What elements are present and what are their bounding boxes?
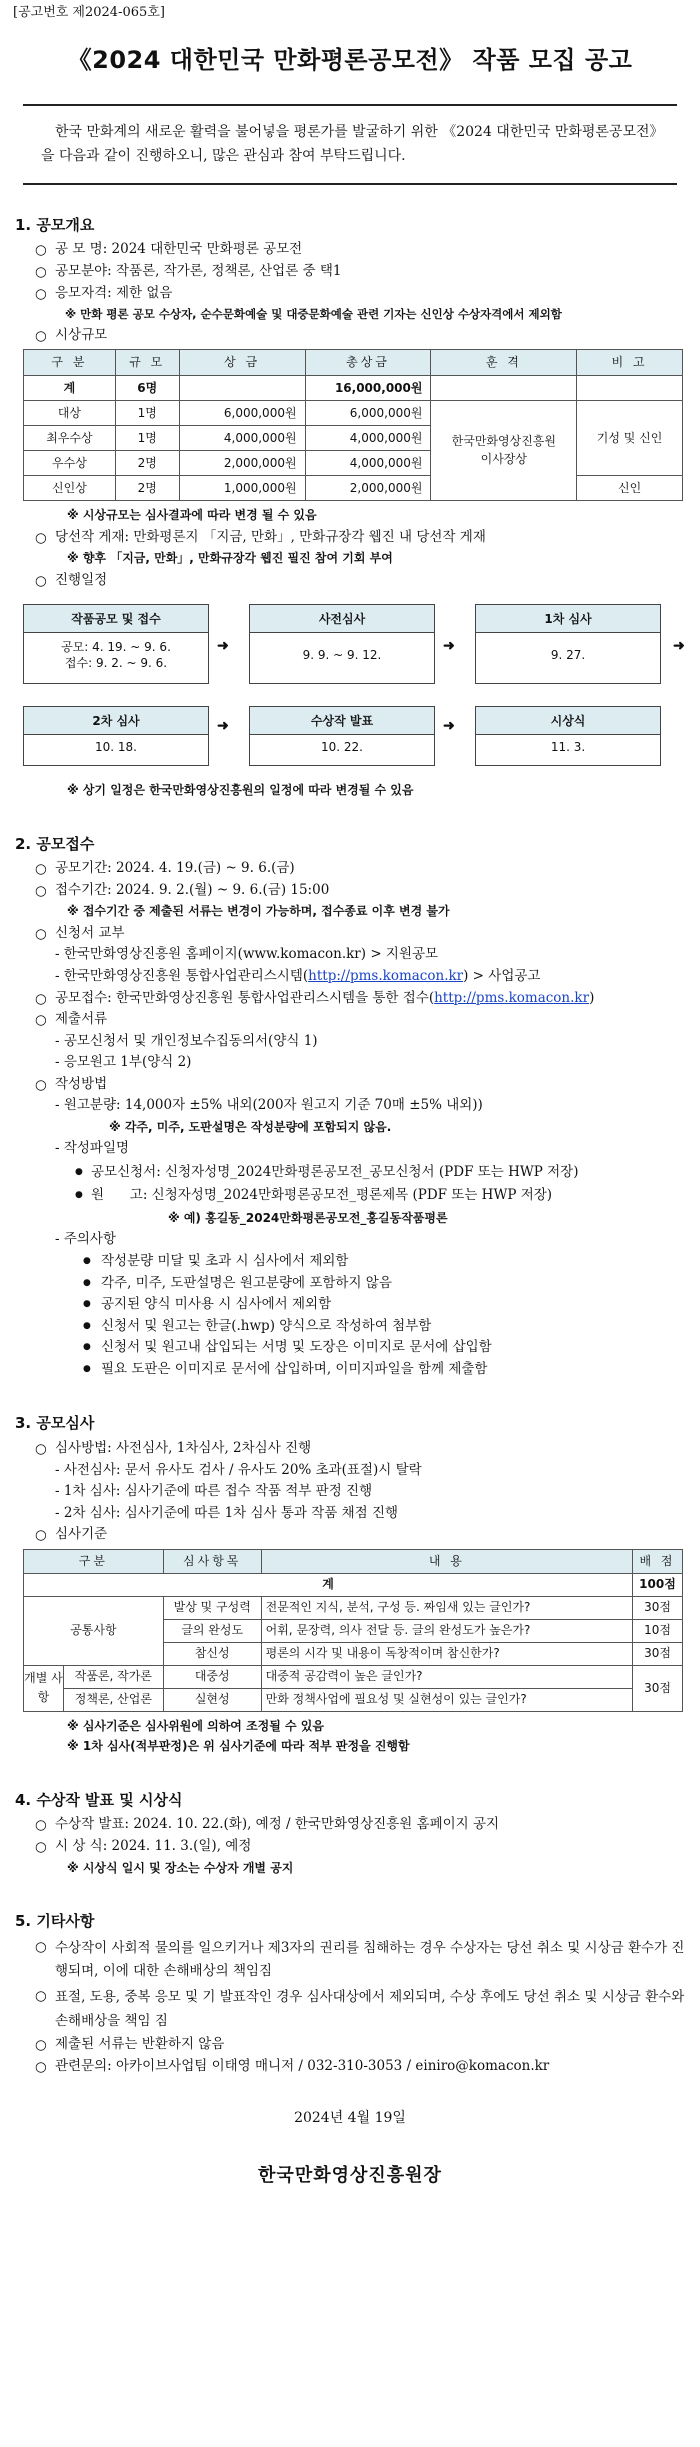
table-cell: 공통사항 — [24, 1596, 164, 1665]
step-date: 9. 9. ~ 9. 12. — [302, 648, 382, 663]
step-title: 작품공모 및 접수 — [24, 605, 208, 633]
list-item — [13, 528, 687, 548]
circle-bullet-icon: ○ — [35, 1527, 47, 1544]
dash-item: - 사전심사: 문서 유사도 검사 / 유사도 20% 초과(표절)시 탈락 — [55, 1461, 422, 1478]
section-misc — [13, 1911, 687, 2076]
item-text: 작성방법 — [55, 1075, 108, 1092]
circle-bullet-icon: ○ — [35, 1076, 47, 1093]
column-header: 상 금 — [179, 350, 305, 376]
list-item — [13, 989, 687, 1009]
item-text: 공모분야: 작품론, 작가론, 정책론, 산업론 중 택1 — [55, 262, 342, 279]
table-cell: 계 — [24, 376, 116, 401]
circle-bullet-icon: ○ — [35, 285, 47, 302]
table-cell: 개별 사항 — [24, 1665, 64, 1711]
item-text: 시 상 식: 2024. 11. 3.(일), 예정 — [55, 1838, 252, 1854]
table-cell: 16,000,000원 — [305, 376, 431, 401]
bullet-item: ● 각주, 미주, 도판설명은 원고분량에 포함하지 않음 — [83, 1274, 687, 1294]
list-item — [13, 924, 687, 944]
table-cell: 최우수상 — [24, 426, 116, 451]
table-cell: 2명 — [115, 451, 179, 476]
notice-number-text: [공고번호 제2024-065호] — [13, 5, 165, 20]
item-text: 신청서 교부 — [55, 924, 125, 941]
notice-number — [13, 4, 165, 23]
note: ※ 각주, 미주, 도판설명은 작성분량에 포함되지 않음. — [109, 1119, 392, 1134]
section-title: 3. 공모심사 — [15, 1414, 95, 1433]
table-cell: 30점 — [633, 1642, 683, 1665]
arrow-right-icon: ➜ — [217, 718, 229, 735]
table-cell: 2,000,000원 — [179, 451, 305, 476]
circle-bullet-icon: ○ — [35, 1441, 47, 1458]
bullet-item: ● 공지된 양식 미사용 시 심사에서 제외함 — [83, 1295, 687, 1315]
table-row — [24, 401, 683, 426]
step-date: 10. 22. — [321, 740, 363, 755]
pms-link[interactable]: http://pms.komacon.kr — [308, 968, 464, 984]
column-header: 내 용 — [261, 1549, 632, 1573]
notice-date: 2024년 4월 19일 — [294, 2110, 406, 2127]
circle-bullet-icon: ○ — [35, 263, 47, 280]
table-row — [24, 1665, 683, 1688]
note: ※ 접수기간 중 제출된 서류는 변경이 가능하며, 접수종료 이후 변경 불가 — [67, 904, 450, 919]
circle-bullet-icon: ○ — [35, 242, 47, 259]
dash-text: ) > 사업공고 — [463, 968, 541, 984]
dash-item: - 작성파일명 — [55, 1140, 130, 1157]
intro-paragraph: 한국 만화계의 새로운 활력을 불어넣을 평론가를 발굴하기 위한 《2024 대한민국 만화평론공모전》을 다음과 같이 진행하오니, 많은 관심과 참여 부탁드립니다. — [23, 104, 677, 185]
step-date: 공모: 4. 19. ~ 9. 6. — [61, 640, 171, 655]
list-item — [13, 1837, 687, 1857]
table-row — [24, 1596, 683, 1619]
honor-text: 한국만화영상진흥원 — [451, 434, 556, 449]
item-text: 진행일정 — [55, 571, 108, 588]
list-item — [13, 1937, 687, 1984]
table-header-row — [24, 1549, 683, 1573]
table-cell: 계 — [24, 1573, 633, 1596]
item-text: 공모기간: 2024. 4. 19.(금) ~ 9. 6.(금) — [55, 860, 295, 877]
table-cell: 대중성 — [163, 1665, 261, 1688]
table-cell: 기성 및 신인 — [577, 401, 683, 476]
table-cell: 전문적인 지식, 분석, 구성 등. 짜임새 있는 글인가? — [261, 1596, 632, 1619]
column-header: 구 분 — [24, 350, 116, 376]
table-cell: 6,000,000원 — [179, 401, 305, 426]
schedule-flow — [23, 596, 700, 796]
item-text: 표절, 도용, 중복 응모 및 기 발표작인 경우 심사대상에서 제외되며, 수상 후에도 당선 취소 및 시상금 환수와 손해배상을 책임 짐 — [55, 1988, 685, 2029]
table-cell: 1명 — [115, 426, 179, 451]
bullet-item: ● 신청서 및 원고내 삽입되는 서명 및 도장은 이미지로 문서에 삽입함 — [83, 1338, 687, 1358]
step-body — [250, 735, 434, 765]
table-cell: 6,000,000원 — [305, 401, 431, 426]
list-item — [13, 1986, 687, 2033]
section-title: 5. 기타사항 — [15, 1911, 95, 1930]
table-row — [24, 376, 683, 401]
page-title: 《2024 대한민국 만화평론공모전》 작품 모집 공고 — [67, 45, 633, 74]
table-cell: 4,000,000원 — [179, 426, 305, 451]
table-cell: 4,000,000원 — [305, 451, 431, 476]
dash-item: - 2차 심사: 심사기준에 따른 1차 심사 통과 작품 채점 진행 — [55, 1504, 399, 1521]
table-cell: 만화 정책사업에 필요성 및 실현성이 있는 글인가? — [261, 1688, 632, 1711]
list-item — [13, 881, 687, 901]
step-date: 10. 18. — [95, 740, 137, 755]
item-text: 심사기준 — [55, 1526, 108, 1543]
circle-bullet-icon: ○ — [35, 861, 47, 878]
table-cell: 30점 — [633, 1596, 683, 1619]
item-text — [55, 989, 687, 1009]
list-item — [13, 1010, 687, 1030]
table-cell — [577, 376, 683, 401]
schedule-step — [249, 706, 435, 766]
table-cell: 1명 — [115, 401, 179, 426]
table-cell: 대상 — [24, 401, 116, 426]
step-date: 9. 27. — [550, 648, 586, 663]
dash-item: - 원고분량: 14,000자 ±5% 내외(200자 원고지 기준 70매 ±5% 내외)) — [55, 1097, 483, 1114]
table-cell: 신인상 — [24, 476, 116, 501]
circle-bullet-icon: ○ — [35, 1987, 47, 2004]
dash-text: - 한국만화영상진흥원 통합사업관리스시템( — [55, 968, 309, 984]
note: ※ 시상식 일시 및 장소는 수상자 개별 공지 — [67, 1860, 294, 1875]
table-cell: 정책론, 산업론 — [63, 1688, 163, 1711]
circle-bullet-icon: ○ — [35, 1817, 47, 1834]
section-announcement — [13, 1790, 687, 1877]
circle-bullet-icon: ○ — [35, 2037, 47, 2054]
table-row — [24, 1688, 683, 1711]
list-item — [13, 262, 687, 282]
table-cell: 발상 및 구성력 — [163, 1596, 261, 1619]
step-body — [476, 633, 660, 683]
prize-table — [23, 349, 683, 501]
table-row — [24, 1573, 683, 1596]
circle-bullet-icon: ○ — [35, 572, 47, 589]
column-header: 구분 — [24, 1549, 164, 1573]
item-text: 당선작 게재: 만화평론지 「지금, 만화」, 만화규장각 웹진 내 당선작 게재 — [55, 528, 486, 545]
judging-criteria-table — [23, 1549, 683, 1712]
table-cell: 우수상 — [24, 451, 116, 476]
item-text: 시상규모 — [55, 326, 108, 343]
note: ※ 예) 홍길동_2024만화평론공모전_홍길동작품평론 — [168, 1211, 448, 1226]
table-cell: 참신성 — [163, 1642, 261, 1665]
table-cell: 실현성 — [163, 1688, 261, 1711]
circle-bullet-icon: ○ — [35, 327, 47, 344]
table-cell: 어휘, 문장력, 의사 전달 등. 글의 완성도가 높은가? — [261, 1619, 632, 1642]
circle-bullet-icon: ○ — [35, 925, 47, 942]
step-title: 1차 심사 — [476, 605, 660, 633]
note: ※ 1차 심사(적부판정)은 위 심사기준에 따라 적부 판정을 진행함 — [67, 1739, 410, 1754]
section-title: 2. 공모접수 — [15, 834, 95, 853]
dash-item — [55, 967, 687, 987]
note: ※ 심사기준은 심사위원에 의하여 조정될 수 있음 — [67, 1718, 324, 1733]
column-header: 훈 격 — [431, 350, 577, 376]
item-text: 관련문의: 아카이브사업팀 이태영 매니저 / 032-310-3053 / einiro@komacon.kr — [55, 2057, 550, 2074]
step-body — [24, 735, 208, 765]
dash-item: - 공모신청서 및 개인정보수집동의서(양식 1) — [55, 1032, 318, 1049]
honor-text: 이사장상 — [480, 451, 527, 466]
bullet-item: ● 필요 도판은 이미지로 문서에 삽입하며, 이미지파일을 함께 제출함 — [83, 1360, 687, 1380]
bullet-item: ● 공모신청서: 신청자성명_2024만화평론공모전_공모신청서 (PDF 또는 HWP 저장) — [75, 1163, 687, 1183]
item-text: 수상작 발표: 2024. 10. 22.(화), 예정 / 한국만화영상진흥원 홈페이지 공지 — [55, 1816, 500, 1833]
table-cell: 글의 완성도 — [163, 1619, 261, 1642]
schedule-step — [475, 706, 661, 766]
step-body — [250, 633, 434, 683]
table-header-row — [24, 350, 683, 376]
step-date: 접수: 9. 2. ~ 9. 6. — [64, 656, 168, 671]
pms-link[interactable]: http://pms.komacon.kr — [434, 989, 590, 1006]
dash-item: - 응모원고 1부(양식 2) — [55, 1054, 192, 1071]
item-text: 응모자격: 제한 없음 — [55, 284, 173, 301]
item-text: 제출서류 — [55, 1011, 108, 1028]
list-item — [13, 2035, 687, 2055]
note: ※ 만화 평론 공모 수상자, 순수문화예술 및 대중문화예술 관련 기자는 신인상 수상자격에서 제외함 — [65, 307, 562, 322]
column-header: 심사항목 — [163, 1549, 261, 1573]
arrow-right-icon: ➜ — [217, 638, 229, 655]
step-body — [24, 633, 208, 683]
table-cell — [431, 376, 577, 401]
list-item — [13, 1439, 687, 1459]
list-item — [13, 240, 687, 260]
schedule-step — [249, 604, 435, 684]
table-cell — [431, 401, 577, 501]
column-header: 규 모 — [115, 350, 179, 376]
table-cell: 2명 — [115, 476, 179, 501]
arrow-right-icon: ➜ — [673, 638, 685, 655]
table-cell: 4,000,000원 — [305, 426, 431, 451]
table-cell: 6명 — [115, 376, 179, 401]
list-item — [13, 1525, 687, 1545]
arrow-right-icon: ➜ — [443, 718, 455, 735]
table-cell: 신인 — [577, 476, 683, 501]
item-text: 접수기간: 2024. 9. 2.(월) ~ 9. 6.(금) 15:00 — [55, 881, 330, 898]
step-title: 사전심사 — [250, 605, 434, 633]
column-header: 배 점 — [633, 1549, 683, 1573]
step-body — [476, 735, 660, 765]
list-item — [13, 571, 687, 591]
circle-bullet-icon: ○ — [35, 1839, 47, 1855]
circle-bullet-icon: ○ — [35, 990, 47, 1007]
circle-bullet-icon: ○ — [35, 529, 47, 546]
item-text-part: ) — [589, 989, 595, 1006]
table-cell: 작품론, 작가론 — [63, 1665, 163, 1688]
step-title: 수상작 발표 — [250, 707, 434, 735]
list-item — [13, 1075, 687, 1095]
table-cell: 대중적 공감력이 높은 글인가? — [261, 1665, 632, 1688]
arrow-right-icon: ➜ — [443, 638, 455, 655]
table-row — [24, 476, 683, 501]
table-cell — [179, 376, 305, 401]
schedule-step — [23, 604, 209, 684]
item-text: 심사방법: 사전심사, 1차심사, 2차심사 진행 — [55, 1440, 312, 1457]
item-text: 제출된 서류는 반환하지 않음 — [55, 2036, 225, 2053]
column-header: 비 고 — [577, 350, 683, 376]
section-submission — [13, 834, 687, 1380]
table-cell: 평론의 시각 및 내용이 독창적이며 참신한가? — [261, 1642, 632, 1665]
bullet-item: ● 신청서 및 원고는 한글(.hwp) 양식으로 작성하여 첨부함 — [83, 1317, 687, 1337]
schedule-step — [475, 604, 661, 684]
bullet-item: ● 작성분량 미달 및 초과 시 심사에서 제외함 — [83, 1252, 687, 1272]
list-item — [13, 1815, 687, 1835]
circle-bullet-icon: ○ — [35, 882, 47, 899]
step-title: 2차 심사 — [24, 707, 208, 735]
circle-bullet-icon: ○ — [35, 2058, 47, 2075]
section-overview — [13, 215, 687, 800]
item-text: 수상작이 사회적 물의를 일으키거나 제3자의 권리를 침해하는 경우 수상자는 당선 취소 및 시상금 환수가 진행되며, 이에 대한 손해배상의 책임짐 — [55, 1939, 685, 1980]
dash-item: - 한국만화영상진흥원 홈페이지(www.komacon.kr) > 지원공모 — [55, 946, 439, 963]
list-item — [13, 859, 687, 879]
item-text-part: 공모접수: 한국만화영상진흥원 통합사업관리스시템을 통한 접수( — [55, 989, 435, 1006]
table-cell: 1,000,000원 — [179, 476, 305, 501]
section-title: 4. 수상작 발표 및 시상식 — [15, 1790, 183, 1809]
dash-item: - 주의사항 — [55, 1231, 117, 1248]
circle-bullet-icon: ○ — [35, 1012, 47, 1029]
step-title: 시상식 — [476, 707, 660, 735]
table-cell: 2,000,000원 — [305, 476, 431, 501]
note: ※ 향후 「지금, 만화」, 만화규장각 웹진 필진 참여 기회 부여 — [67, 551, 393, 566]
circle-bullet-icon: ○ — [35, 1938, 47, 1955]
table-cell: 30점 — [633, 1665, 683, 1711]
section-title: 1. 공모개요 — [15, 215, 95, 234]
list-item — [13, 326, 687, 346]
note: ※ 상기 일정은 한국만화영상진흥원의 일정에 따라 변경될 수 있음 — [67, 783, 414, 798]
list-item — [13, 284, 687, 304]
section-judging — [13, 1413, 687, 1755]
issuing-organization: 한국만화영상진흥원장 — [258, 2164, 442, 2186]
step-date: 11. 3. — [550, 740, 586, 755]
schedule-step — [23, 706, 209, 766]
column-header: 총상금 — [305, 350, 431, 376]
item-text: 공 모 명: 2024 대한민국 만화평론 공모전 — [55, 241, 303, 258]
dash-item: - 1차 심사: 심사기준에 따른 접수 작품 적부 판정 진행 — [55, 1483, 373, 1500]
bullet-item: ● 원 고: 신청자성명_2024만화평론공모전_평론제목 (PDF 또는 HWP 저장) — [75, 1186, 687, 1206]
table-cell: 10점 — [633, 1619, 683, 1642]
note: ※ 시상규모는 심사결과에 따라 변경 될 수 있음 — [67, 508, 317, 523]
list-item — [13, 2057, 687, 2077]
table-cell: 100점 — [633, 1573, 683, 1596]
